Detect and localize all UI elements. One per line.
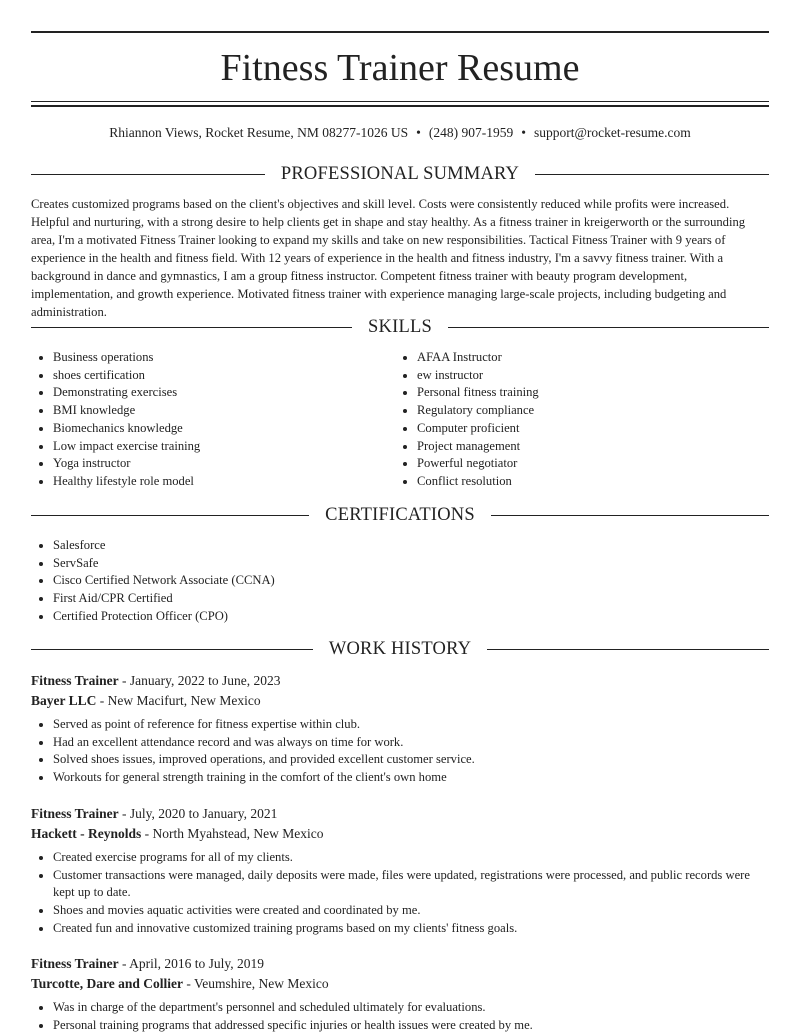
list-item: • Powerful negotiator	[417, 455, 765, 473]
list-item: • Shoes and movies aquatic activities were created and coordinated by me.	[53, 902, 769, 920]
heading-rule	[31, 174, 265, 175]
job-title: Fitness Trainer	[31, 673, 119, 688]
list-item: • Project management	[417, 438, 765, 456]
job-entry	[31, 671, 769, 787]
contact-address: Rhiannon Views, Rocket Resume, NM 08277-1026 US	[109, 125, 409, 140]
contact-separator: •	[521, 125, 526, 140]
list-item: • First Aid/CPR Certified	[53, 590, 731, 608]
top-rule	[31, 31, 769, 33]
job-company: Turcotte, Dare and Collier	[31, 975, 183, 991]
job-company-line	[31, 974, 769, 994]
heading-rule	[535, 174, 769, 175]
list-item: • Yoga instructor	[53, 455, 381, 473]
job-location: - Veumshire, New Mexico	[183, 975, 329, 991]
list-item: • Computer proficient	[417, 420, 765, 438]
list-item: • Workouts for general strength training in the comfort of the client's own home	[53, 769, 769, 787]
job-bullets	[31, 716, 769, 787]
list-item: • Healthy lifestyle role model	[53, 473, 381, 491]
list-item: • Personal fitness training	[417, 384, 765, 402]
list-item: • Regulatory compliance	[417, 402, 765, 420]
section-heading-work	[31, 637, 769, 661]
list-item: • BMI knowledge	[53, 402, 381, 420]
job-company-line	[31, 691, 769, 711]
summary-paragraph: Creates customized programs based on the client's objectives and skill level. Costs were consistently reduced while profits were increased. Helpful and nurturing, with a strong desire to help clients get in shape and stay healthy. As a fitness trainer in kreigerworth or the surrounding area, I'm a motivated Fitness Trainer looking to expand my skills and take on new responsibilities. Tactical Fitness Trainer with 9 years of experience in the health and fitness field. With 12 years of experience in the health and fitness industry, I'm a savvy fitness trainer. With a background in dance and gymnastics, I am a group fitness instructor. Competent fitness trainer with beauty program development, implementation, and growth experience. Motivated fitness trainer with experience managing large-scale projects, including budgeting and administration.	[31, 197, 746, 319]
skills-list-left	[31, 349, 381, 491]
list-item: • Solved shoes issues, improved operations, and provided excellent customer service.	[53, 751, 769, 769]
heading-rule	[448, 327, 769, 328]
section-title-work: WORK HISTORY	[328, 638, 472, 659]
list-item: • Created exercise programs for all of my clients.	[53, 849, 769, 867]
list-item: • Low impact exercise training	[53, 438, 381, 456]
list-item: • Was in charge of the department's personnel and scheduled ultimately for evaluations.	[53, 999, 769, 1017]
skills-column-left	[31, 349, 381, 491]
job-title: Fitness Trainer	[31, 956, 119, 971]
resume-title: Fitness Trainer Resume	[220, 47, 580, 89]
job-dates: - July, 2020 to January, 2021	[118, 806, 278, 821]
heading-rule	[31, 649, 313, 650]
list-item: • Cisco Certified Network Associate (CCNA)	[53, 572, 731, 590]
heading-rule	[487, 649, 769, 650]
job-company: Hackett - Reynolds	[31, 825, 142, 841]
list-item: • Created fun and innovative customized training programs based on my clients' fitness goals.	[53, 920, 769, 938]
job-location: - New Macifurt, New Mexico	[96, 692, 261, 708]
contact-email: support@rocket-resume.com	[534, 125, 691, 140]
section-heading-certifications	[31, 503, 769, 527]
job-title-line	[31, 671, 769, 691]
job-company: Bayer LLC	[31, 692, 97, 708]
job-location: - North Myahstead, New Mexico	[141, 825, 324, 841]
job-company-line	[31, 824, 769, 844]
list-item: • Business operations	[53, 349, 381, 367]
list-item: • Biomechanics knowledge	[53, 420, 381, 438]
contact-phone: (248) 907-1959	[428, 125, 514, 140]
list-item: • shoes certification	[53, 367, 381, 385]
section-heading-skills	[31, 315, 769, 339]
job-bullets	[31, 849, 769, 938]
list-item: • ServSafe	[53, 555, 731, 573]
section-title-certifications: CERTIFICATIONS	[325, 504, 475, 525]
job-dates: - January, 2022 to June, 2023	[118, 673, 281, 688]
list-item: • Certified Protection Officer (CPO)	[53, 608, 731, 626]
section-title-summary: PROFESSIONAL SUMMARY	[280, 163, 520, 184]
list-item: • Had an excellent attendance record and was always on time for work.	[53, 734, 769, 752]
certifications-list	[31, 537, 731, 626]
list-item: • Served as point of reference for fitness expertise within club.	[53, 716, 769, 734]
skills-column-right	[395, 349, 765, 491]
job-bullets	[31, 999, 769, 1034]
list-item: • ew instructor	[417, 367, 765, 385]
list-item: • AFAA Instructor	[417, 349, 765, 367]
list-item: • Demonstrating exercises	[53, 384, 381, 402]
list-item: • Customer transactions were managed, daily deposits were made, files were updated, registrations were processed, and public records were kept up to date.	[53, 867, 769, 902]
list-item: • Salesforce	[53, 537, 731, 555]
job-entry	[31, 954, 769, 1034]
list-item: • Conflict resolution	[417, 473, 765, 491]
contact-separator: •	[416, 125, 421, 140]
job-title: Fitness Trainer	[31, 806, 119, 821]
section-heading-summary	[31, 162, 769, 186]
job-title-line	[31, 804, 769, 824]
contact-line	[31, 124, 769, 142]
title-rule-thick	[31, 105, 769, 107]
list-item: • Personal training programs that addressed specific injuries or health issues were created by me.	[53, 1017, 769, 1035]
heading-rule	[31, 327, 352, 328]
certifications-block	[31, 537, 731, 626]
title-rule-thin	[31, 101, 769, 102]
heading-rule	[491, 515, 769, 516]
heading-rule	[31, 515, 309, 516]
skills-list-right	[395, 349, 765, 491]
section-title-skills: SKILLS	[368, 316, 432, 337]
job-dates: - April, 2016 to July, 2019	[118, 956, 265, 971]
job-title-line	[31, 954, 769, 974]
job-entry	[31, 804, 769, 938]
